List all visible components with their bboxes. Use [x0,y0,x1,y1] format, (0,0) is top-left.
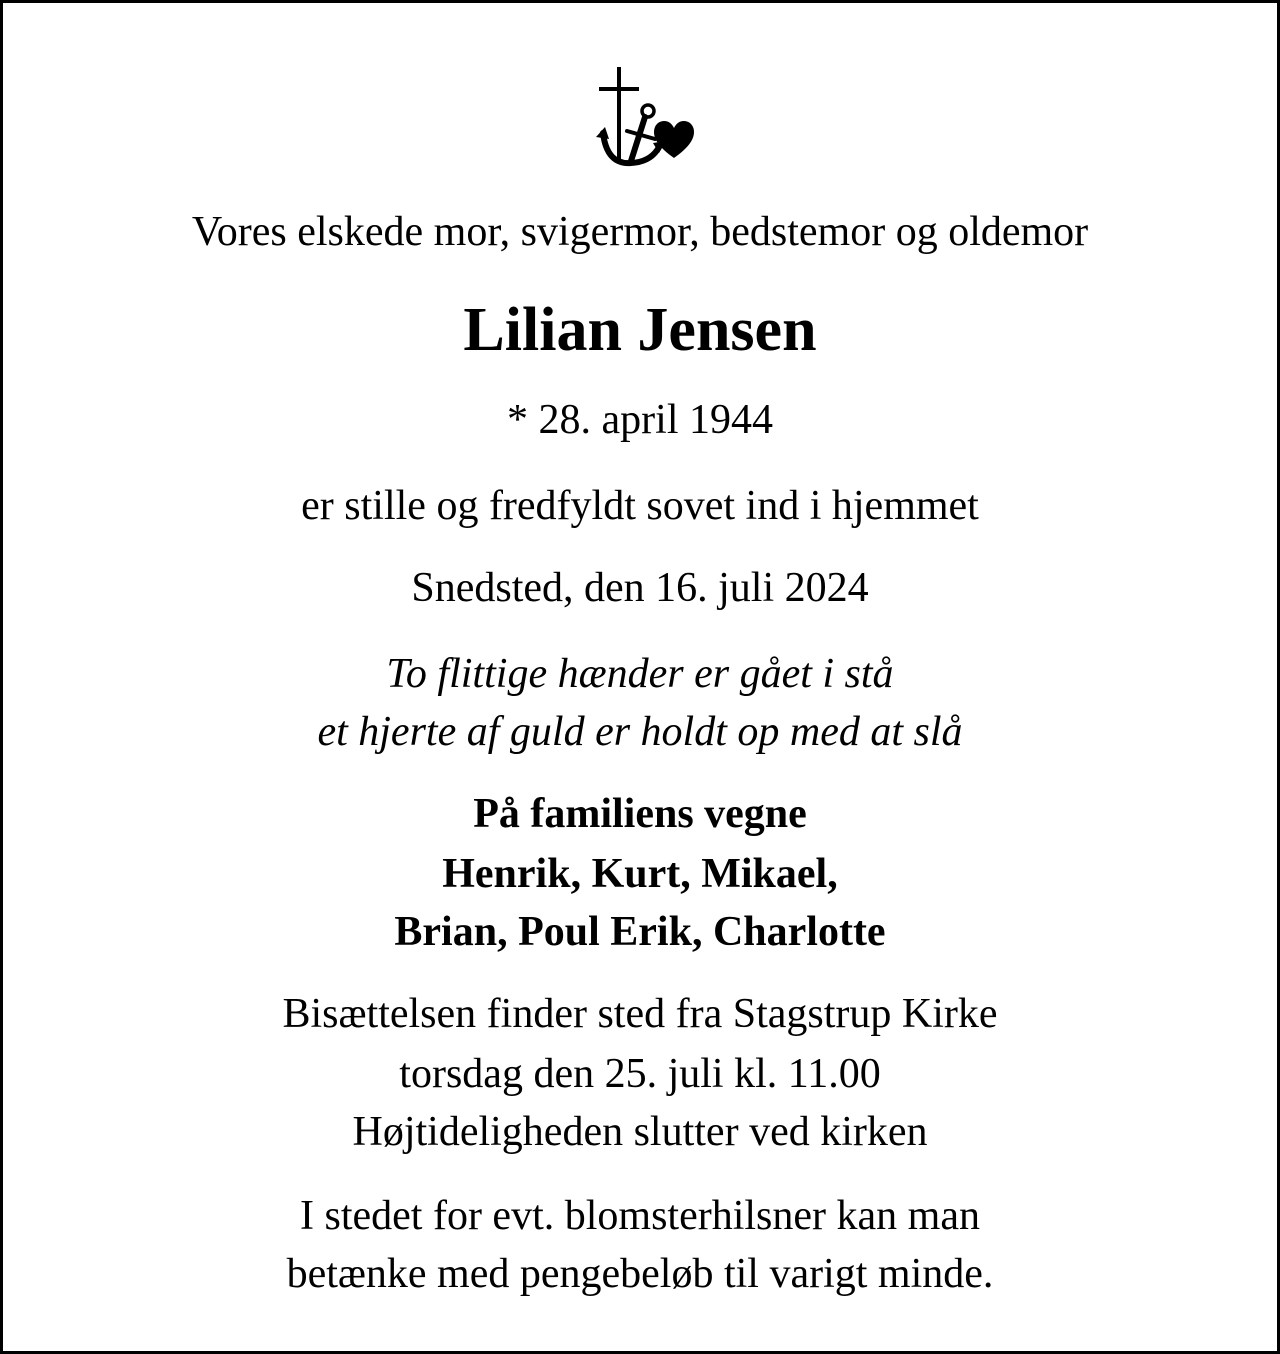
flowers-note-line: I stedet for evt. blomsterhilsner kan man [300,1193,980,1239]
flowers-note-line: betænke med pengebeløb til varigt minde. [286,1251,994,1297]
intro-line: Vores elskede mor, svigermor, bedstemor og oldemor [191,209,1089,255]
funeral-info-line: Højtideligheden slutter ved kirken [352,1109,928,1155]
cross-anchor-heart-icon [593,65,695,173]
birth-date: * 28. april 1944 [507,397,773,443]
deceased-name: Lilian Jensen [463,296,817,364]
family-heading: På familiens vegne [473,791,807,837]
place-and-date: Snedsted, den 16. juli 2024 [411,565,869,611]
family-names: Brian, Poul Erik, Charlotte [394,909,886,955]
verse-line: et hjerte af guld er holdt op med at slå [317,709,963,755]
funeral-info-line: torsdag den 25. juli kl. 11.00 [399,1051,881,1097]
funeral-info-line: Bisættelsen finder sted fra Stagstrup Kirke [282,991,998,1037]
verse-line: To flittige hænder er gået i stå [386,651,894,697]
family-names: Henrik, Kurt, Mikael, [442,851,838,897]
passing-statement: er stille og fredfyldt sovet ind i hjemmet [301,483,979,529]
